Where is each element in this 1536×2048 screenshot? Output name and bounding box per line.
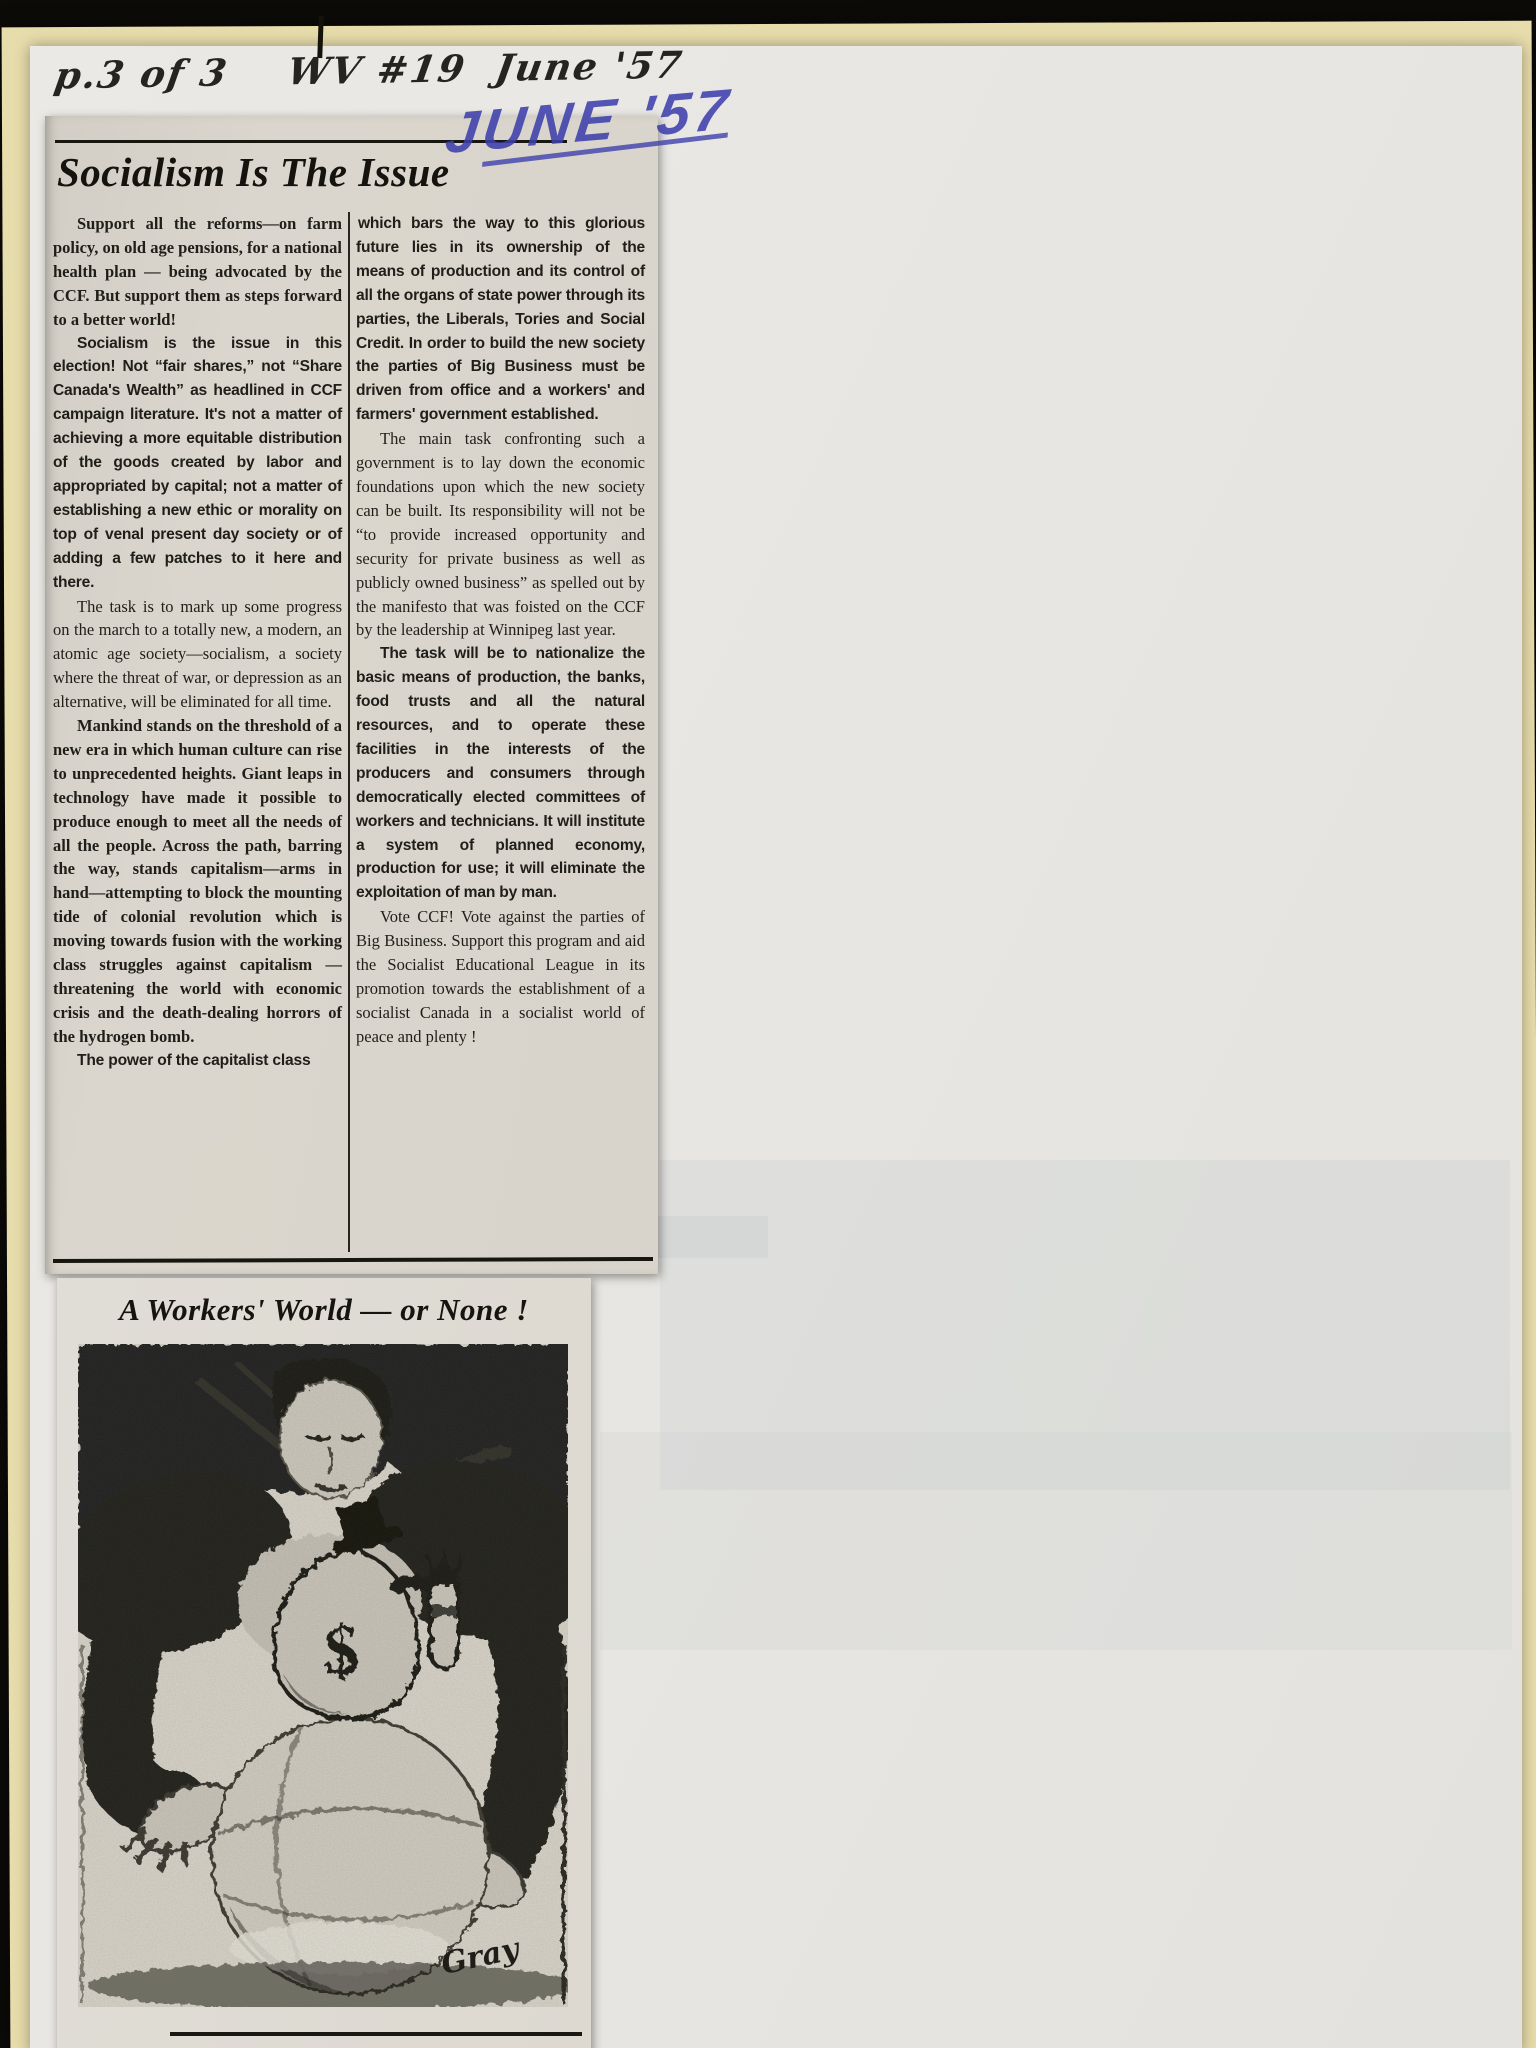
paragraph: The task will be to nationalize the basic means of production, the banks, food trusts and all the natural resources, and to operate these facilities in the interests of the producers and consumers through democratically elected committees of workers and technicians. It will institute a system of planned economy, production for use; it will eliminate the exploitation of man by man.: [356, 645, 645, 902]
cartoon-clipping: [57, 1278, 591, 2048]
paragraph: which bars the way to this glorious future lies in its ownership of the means of production and its control of all the organs of state power through its parties, the Liberals, Tories and Social Credit. In order to build the new society the parties of Big Business must be driven from office and a workers' and farmers' government established.: [356, 215, 645, 424]
show-through-patch: [600, 1432, 1512, 1650]
paragraph: Socialism is the issue in this election! Not “fair shares,” not “Share Canada's Wealth” as headlined in CCF campaign literature. It's not a matter of achieving a more equitable distribution of the goods created by labor and appropriated by capital; not a matter of establishing a new ethic or morality on top of venal present day society or of adding a few patches to it here and there.: [53, 334, 342, 591]
halftone-grain: [78, 1344, 568, 2007]
column-divider-rule: [348, 212, 350, 1252]
paragraph: Vote CCF! Vote against the parties of Big Business. Support this program and aid the Socialist Educational League in its promotion towards the establishment of a socialist Canada in a socialist world of peace and plenty !: [356, 907, 645, 1046]
handwritten-date-blue: JUNE '57: [441, 76, 736, 167]
paragraph: The main task confronting such a government is to lay down the economic foundations upon which the new society can be built. Its responsibility will not be “to provide increased opportunity and security for private business as well as publicly owned business” as spelled out by the manifesto that was foisted on the CCF by the leadership at Winnipeg last year.: [356, 429, 645, 640]
article-column-1: [53, 212, 342, 1252]
paragraph: Support all the reforms—on farm policy, on old age pensions, for a national health plan — being advocated by the CCF. But support them as steps forward to a better world!: [53, 214, 342, 329]
cartoon-bottom-rule: [170, 2032, 582, 2036]
cartoon-illustration: [78, 1344, 568, 2007]
article-column-2: [356, 212, 645, 1252]
paragraph: The power of the capitalist class: [77, 1051, 311, 1069]
cartoon-title: A Workers' World — or None !: [119, 1292, 529, 1327]
paragraph: The task is to mark up some progress on the march to a totally new, a modern, an atomic age society—socialism, a society where the threat of war, or depression as an alternative, will be eliminated for all time.: [53, 596, 342, 712]
paragraph: Mankind stands on the threshold of a new era in which human culture can rise to unprecedented heights. Giant leaps in technology have made it possible to produce enough to meet all the needs of all the people. Across the path, barring the way, stands capitalism—arms in hand—attempting to block the mounting tide of colonial revolution which is moving towards fusion with the working class struggles against capitalism — threatening the world with economic crisis and the death-dealing horrors of the hydrogen bomb.: [53, 716, 342, 1046]
article-title: Socialism Is The Issue: [57, 149, 450, 195]
article-columns: [53, 212, 651, 1252]
article-clipping: [45, 116, 658, 1274]
article-bottom-rule: [53, 1257, 653, 1263]
handwritten-page-note: p.3 of 3 WV #19 June '57: [51, 42, 687, 98]
